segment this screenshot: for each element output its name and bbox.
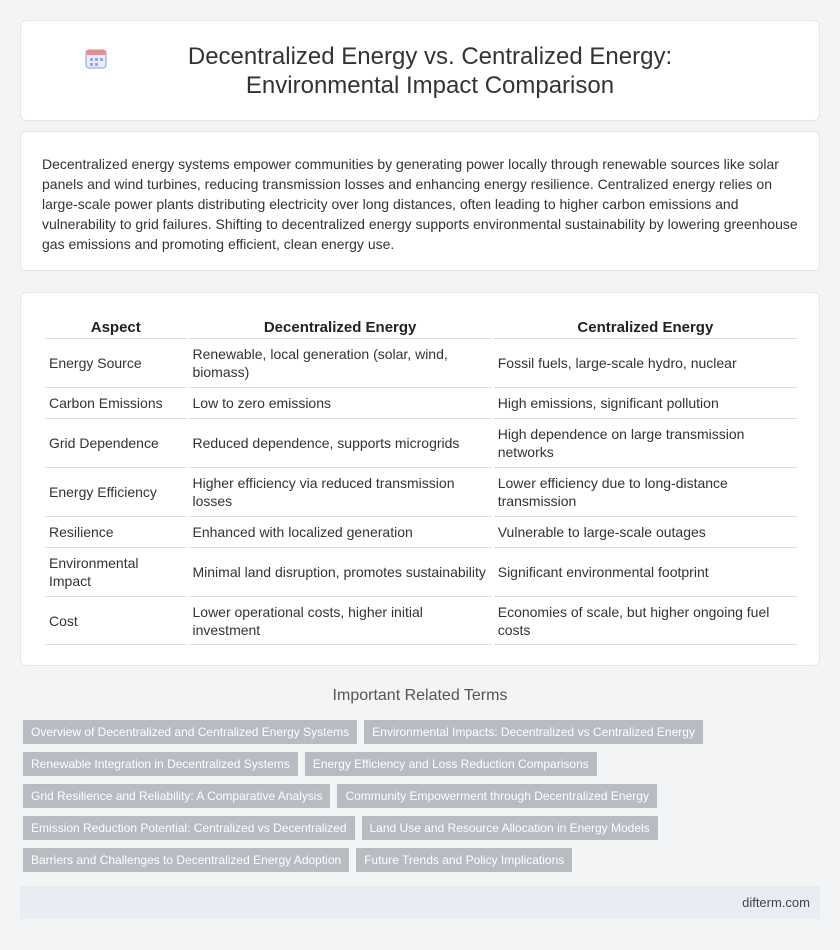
table-header-row xyxy=(45,317,797,339)
centralized-cell: Lower efficiency due to long-distance transmission xyxy=(494,468,797,517)
aspect-cell: Environmental Impact xyxy=(45,548,187,597)
table-row xyxy=(45,419,797,468)
intro-paragraph: Decentralized energy systems empower communities by generating power locally through renewable sources like solar panels and wind turbines, reducing transmission losses and enhancing energy resilience. Centralized energy relies on large-scale power plants distributing electricity over long distances, often leading to higher carbon emissions and vulnerability to grid failures. Shifting to decentralized energy supports environmental sustainability by lowering greenhouse gas emissions and promoting efficient, clean energy use. xyxy=(42,156,798,252)
related-tag[interactable]: Community Empowerment through Decentralized Energy xyxy=(337,784,656,808)
related-tag[interactable]: Land Use and Resource Allocation in Energy Models xyxy=(362,816,658,840)
centralized-cell: Economies of scale, but higher ongoing fuel costs xyxy=(494,597,797,645)
related-tag[interactable]: Grid Resilience and Reliability: A Comparative Analysis xyxy=(23,784,330,808)
aspect-cell: Energy Source xyxy=(45,339,187,388)
related-tag[interactable]: Future Trends and Policy Implications xyxy=(356,848,572,872)
related-tags-row xyxy=(23,816,658,840)
comparison-table xyxy=(43,317,799,645)
aspect-cell: Grid Dependence xyxy=(45,419,187,468)
table-row xyxy=(45,468,797,517)
table-row xyxy=(45,517,797,548)
decentralized-cell: Lower operational costs, higher initial investment xyxy=(189,597,492,645)
decentralized-cell: Reduced dependence, supports microgrids xyxy=(189,419,492,468)
related-tags-row xyxy=(23,848,572,872)
table-row xyxy=(45,388,797,419)
related-tag[interactable]: Barriers and Challenges to Decentralized Energy Adoption xyxy=(23,848,349,872)
decentralized-cell: Minimal land disruption, promotes sustainability xyxy=(189,548,492,597)
table-row xyxy=(45,548,797,597)
table-row xyxy=(45,339,797,388)
aspect-cell: Cost xyxy=(45,597,187,645)
comparison-table-card xyxy=(20,292,820,666)
related-tag[interactable]: Emission Reduction Potential: Centralized vs Decentralized xyxy=(23,816,355,840)
related-tags-row xyxy=(23,784,657,808)
related-tag[interactable]: Environmental Impacts: Decentralized vs Centralized Energy xyxy=(364,720,703,744)
header-aspect: Aspect xyxy=(45,317,187,339)
page-title: Decentralized Energy vs. Centralized Energy: Environmental Impact Comparison xyxy=(187,42,673,99)
aspect-cell: Carbon Emissions xyxy=(45,388,187,419)
aspect-cell: Resilience xyxy=(45,517,187,548)
centralized-cell: High dependence on large transmission networks xyxy=(494,419,797,468)
related-tag[interactable]: Renewable Integration in Decentralized Systems xyxy=(23,752,298,776)
centralized-cell: High emissions, significant pollution xyxy=(494,388,797,419)
header-decentralized: Decentralized Energy xyxy=(189,317,492,339)
related-tags-row xyxy=(23,720,703,744)
site-link[interactable]: difterm.com xyxy=(742,895,810,910)
related-tags-row xyxy=(23,752,597,776)
table-row xyxy=(45,597,797,645)
centralized-cell: Fossil fuels, large-scale hydro, nuclear xyxy=(494,339,797,388)
header-centralized: Centralized Energy xyxy=(494,317,797,339)
related-tag[interactable]: Overview of Decentralized and Centralized Energy Systems xyxy=(23,720,357,744)
decentralized-cell: Low to zero emissions xyxy=(189,388,492,419)
centralized-cell: Vulnerable to large-scale outages xyxy=(494,517,797,548)
intro-card xyxy=(20,131,820,271)
decentralized-cell: Higher efficiency via reduced transmission losses xyxy=(189,468,492,517)
footer-bar xyxy=(20,886,820,919)
related-tag[interactable]: Energy Efficiency and Loss Reduction Comparisons xyxy=(305,752,597,776)
aspect-cell: Energy Efficiency xyxy=(45,468,187,517)
title-card xyxy=(20,20,820,121)
decentralized-cell: Renewable, local generation (solar, wind, biomass) xyxy=(189,339,492,388)
decentralized-cell: Enhanced with localized generation xyxy=(189,517,492,548)
related-terms-heading: Important Related Terms xyxy=(332,687,508,704)
centralized-cell: Significant environmental footprint xyxy=(494,548,797,597)
